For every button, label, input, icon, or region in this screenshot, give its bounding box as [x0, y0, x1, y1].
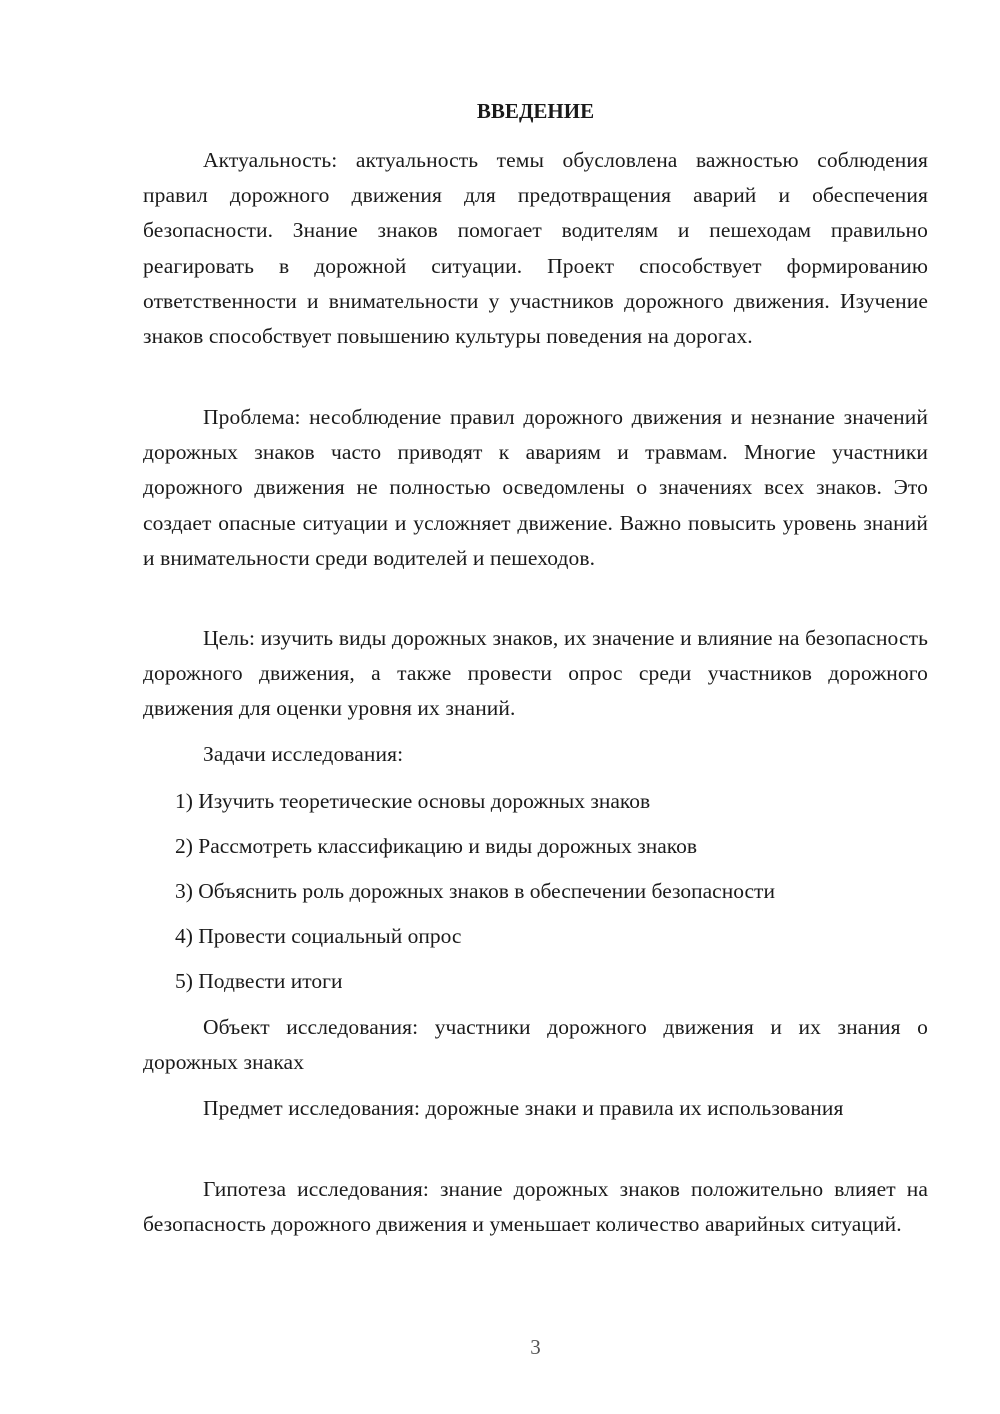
task-item-5: 5) Подвести итоги [175, 969, 343, 993]
task-item-4: 4) Провести социальный опрос [175, 924, 462, 948]
task-item-2: 2) Рассмотреть классификацию и виды дорожных знаков [175, 834, 698, 858]
relevance-paragraph: Актуальность: актуальность темы обусловлена важностью соблюдения правил дорожного движения для предотвращения аварий и обеспечения безопасности. Знание знаков помогает водителям и пешеходам правильно реагировать в дорожной ситуации. Проект способствует формированию ответственности и внимательности у участников дорожного движения. Изучение знаков способствует повышению культуры поведения на дорогах. [143, 148, 928, 349]
goal-paragraph: Цель: изучить виды дорожных знаков, их значение и влияние на безопасность дорожного движения, а также провести опрос среди участников дорожного движения для оценки уровня их знаний. [143, 626, 928, 721]
document-page [143, 0, 928, 1414]
tasks-heading: Задачи исследования: [203, 742, 404, 766]
problem-paragraph: Проблема: несоблюдение правил дорожного движения и незнание значений дорожных знаков часто приводят к авариям и травмам. Многие участники дорожного движения не полностью осведомлены о значениях всех знаков. Это создает опасные ситуации и усложняет движение. Важно повысить уровень знаний и внимательности среди водителей и пешеходов. [143, 405, 928, 570]
subject-paragraph: Предмет исследования: дорожные знаки и правила их использования [203, 1096, 844, 1120]
object-paragraph: Объект исследования: участники дорожного движения и их знания о дорожных знаках [143, 1015, 928, 1075]
section-title: ВВЕДЕНИЕ [476, 99, 595, 123]
task-item-3: 3) Объяснить роль дорожных знаков в обеспечении безопасности [175, 879, 775, 903]
task-item-1: 1) Изучить теоретические основы дорожных знаков [175, 789, 651, 813]
page-number: 3 [530, 1335, 541, 1359]
hypothesis-paragraph: Гипотеза исследования: знание дорожных знаков положительно влияет на безопасность дорожного движения и уменьшает количество аварийных ситуаций. [143, 1177, 928, 1237]
